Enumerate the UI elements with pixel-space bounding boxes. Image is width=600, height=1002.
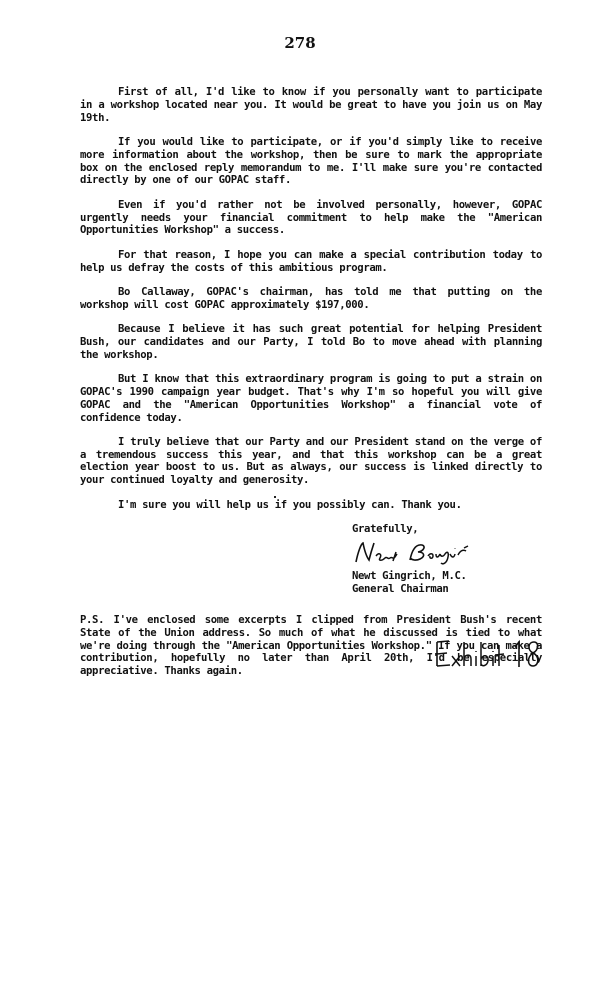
paragraph-2: If you would like to participate, or if you'd simply like to receive more information about the workshop, then be sure to mark the appropriate box on the enclosed reply memorandum to me. I'll make sure you're contacted directly by one of our GOPAC staff. (80, 135, 542, 187)
paragraph-6: Because I believe it has such great potential for helping President Bush, our candidates and our Party, I told Bo to move ahead with planning the workshop. (80, 323, 542, 361)
paragraph-9: I'm sure you will help us if you possibly can. Thank you. (118, 498, 462, 511)
paragraph-7: But I know that this extraordinary program is going to put a strain on GOPAC's 1990 campaign year budget. That's why I'm so hopeful you will give GOPAC and the "American Opportunities Workshop" a financial vote of confidence today. (80, 373, 542, 424)
paragraph-4: For that reason, I hope you can make a special contribution today to help us defray the costs of this ambitious program. (80, 248, 542, 274)
exhibit-label (433, 632, 548, 678)
letter-body (80, 86, 542, 690)
signer-title: General Chairman (352, 583, 449, 596)
postscript: P.S. I've enclosed some excerpts I clipped from President Bush's recent State of the Union address. So much of what he discussed is tied to what we're doing through the "American Opportunities Workshop." If you can make a contribution, hopefully no later than April 20th, I'd be especially appreciative. Thanks again. (80, 614, 542, 678)
paragraph-3: Even if you'd rather not be involved personally, however, GOPAC urgently needs your financial commitment to help make the "American Opportunities Workshop" a success. (80, 198, 542, 237)
salutation: Gratefully, (352, 523, 419, 536)
paragraph-8: I truly believe that our Party and our President stand on the verge of a tremendous success this year, and that this workshop can be a great election year boost to us. But as always, our success is linked directly to your continued loyalty and generosity. (80, 435, 542, 487)
paragraph-1: First of all, I'd like to know if you personally want to participate in a workshop located near you. It would be great to have you join us on May 19th. (80, 86, 542, 124)
paragraph-5: Bo Callaway, GOPAC's chairman, has told me that putting on the workshop will cost GOPAC approximately $197,000. (80, 285, 542, 311)
closing-block (352, 523, 542, 596)
page-number: 278 (284, 34, 316, 52)
signature (352, 538, 542, 568)
stray-dot (274, 496, 276, 498)
signer-name: Newt Gingrich, M.C. (352, 570, 467, 583)
